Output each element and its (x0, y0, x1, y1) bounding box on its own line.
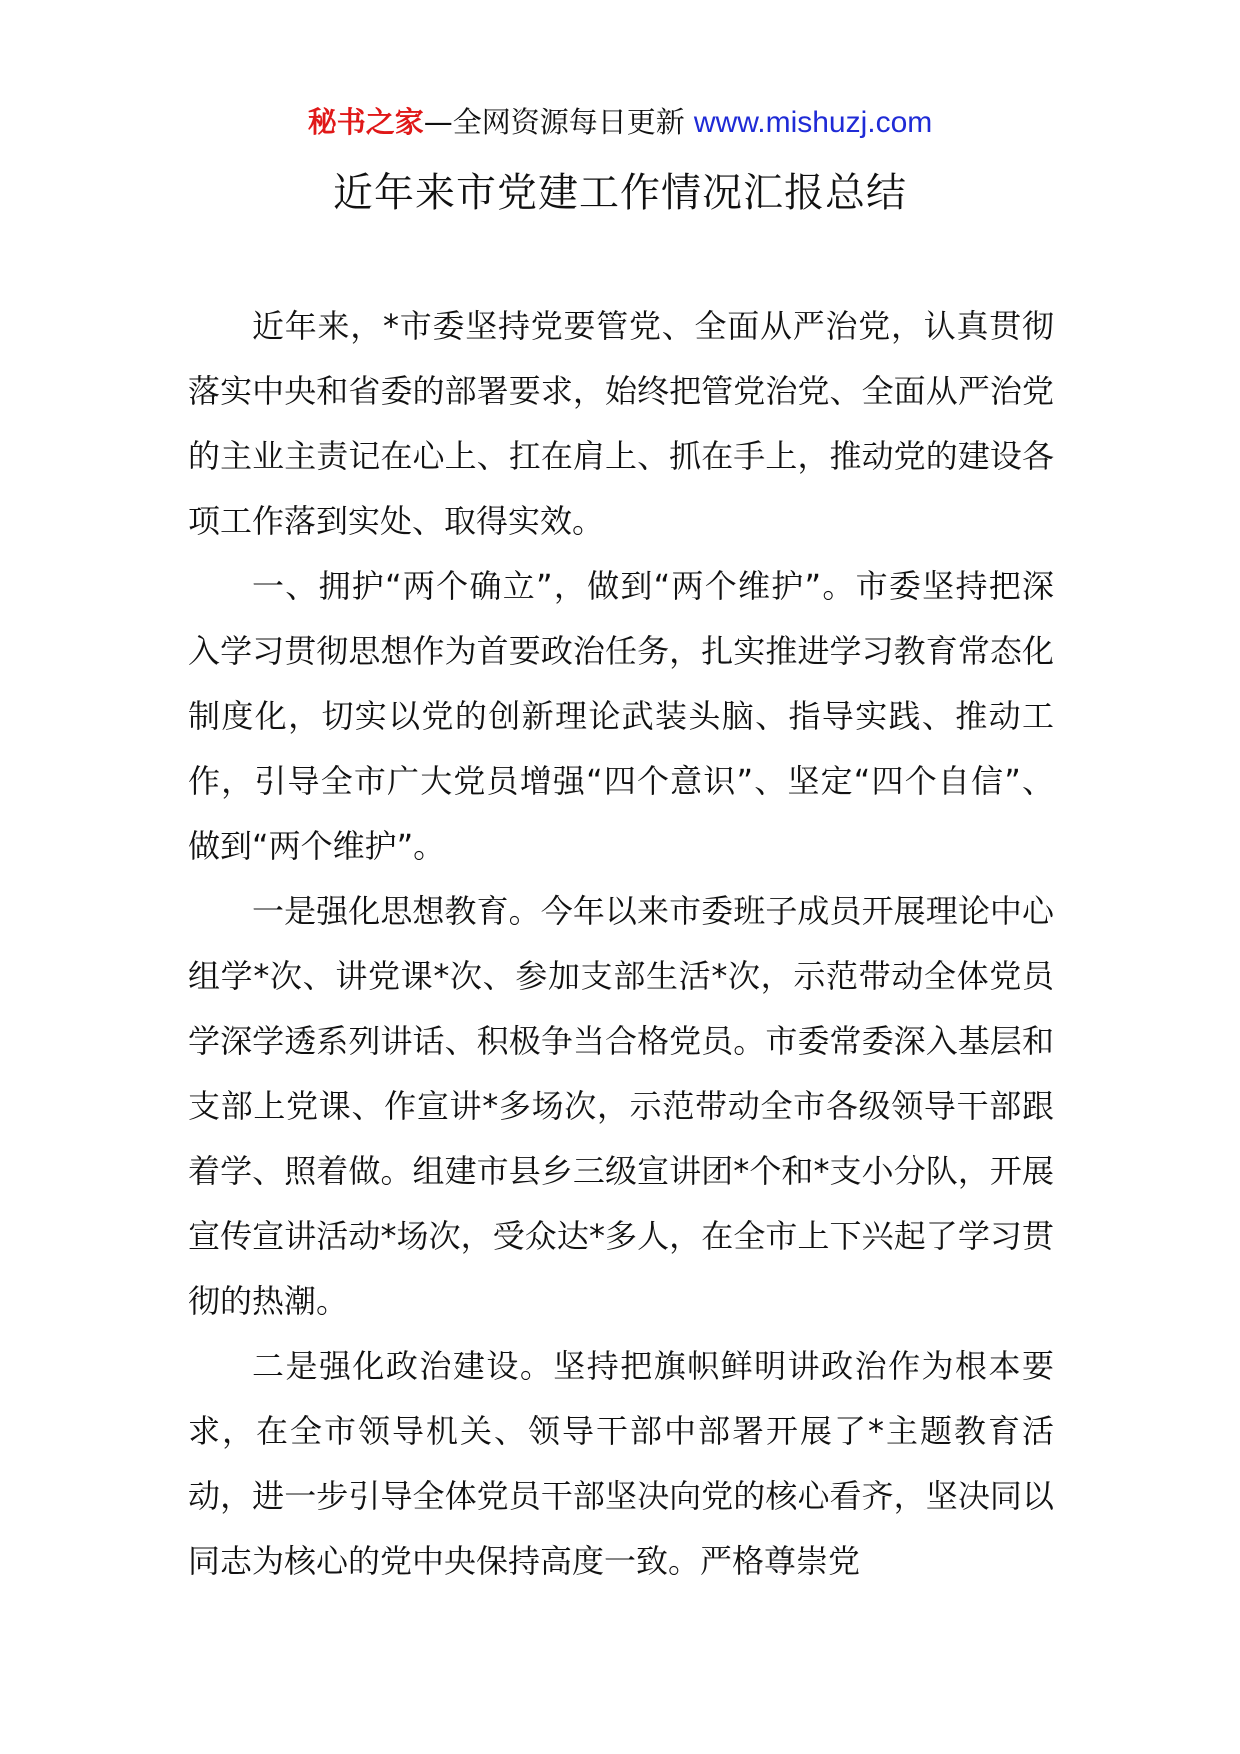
header-tagline: —全网资源每日更新 (423, 105, 694, 139)
paragraph-intro: 近年来，*市委坚持党要管党、全面从严治党，认真贯彻落实中央和省委的部署要求，始终把管党治党、全面从严治党的主业主责记在心上、扛在肩上、抓在手上，推动党的建设各项工作落到实处、取得实效。 (188, 307, 1054, 540)
watermark-header (0, 100, 1240, 145)
paragraph-political-building: 二是强化政治建设。坚持把旗帜鲜明讲政治作为根本要求，在全市领导机关、领导干部中部署开展了*主题教育活动，进一步引导全体党员干部坚决向党的核心看齐，坚决同以同志为核心的党中央保持高度一致。严格尊崇党 (188, 1347, 1054, 1580)
document-body (188, 294, 1054, 1594)
document-title: 近年来市党建工作情况汇报总结 (333, 170, 907, 216)
paragraph-thought-education: 一是强化思想教育。今年以来市委班子成员开展理论中心组学*次、讲党课*次、参加支部生活*次，示范带动全体党员学深学透系列讲话、积极争当合格党员。市委常委深入基层和支部上党课、作宣讲*多场次，示范带动全市各级领导干部跟着学、照着做。组建市县乡三级宣讲团*个和*支小分队，开展宣传宣讲活动*场次，受众达*多人，在全市上下兴起了学习贯彻的热潮。 (188, 892, 1054, 1320)
site-url-link[interactable]: www.mishuzj.com (693, 106, 933, 139)
paragraph-section-one: 一、拥护“两个确立”，做到“两个维护”。市委坚持把深入学习贯彻思想作为首要政治任务，扎实推进学习教育常态化制度化，切实以党的创新理论武装头脑、指导实践、推动工作，引导全市广大党员增强“四个意识”、坚定“四个自信”、做到“两个维护”。 (188, 567, 1054, 865)
brand-name: 秘书之家 (307, 105, 424, 139)
